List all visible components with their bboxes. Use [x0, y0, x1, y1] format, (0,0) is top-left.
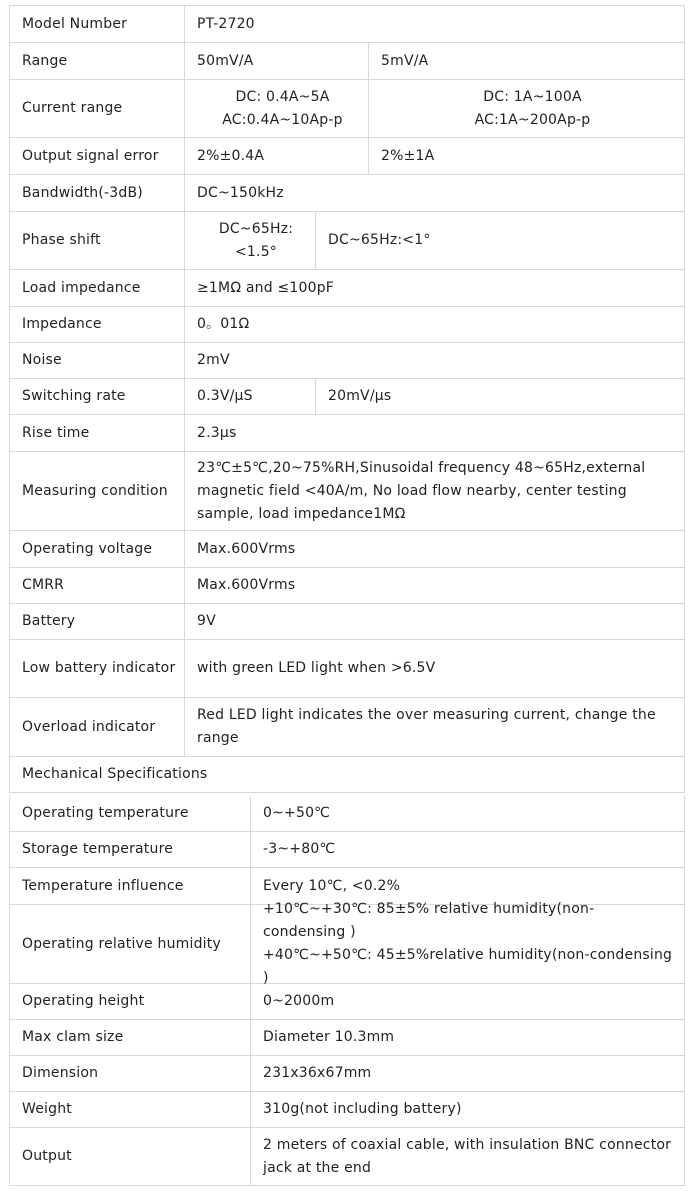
- mechanical-table: [9, 796, 685, 1186]
- value-operating-height: 0~2000m: [251, 984, 685, 1020]
- value-switching-rate-a: 0.3V/μS: [185, 379, 316, 415]
- current-range-a-dc: DC: 0.4A~5A: [235, 88, 330, 105]
- value-noise: 2mV: [185, 343, 685, 379]
- value-measuring-condition: 23℃±5℃,20~75%RH,Sinusoidal frequency 48~65Hz,external magnetic field <40A/m, No load flow nearby, center testing sample, load impedance1MΩ: [185, 452, 685, 531]
- label-output-signal-error: Output signal error: [10, 138, 185, 175]
- value-current-range-b: [369, 80, 685, 138]
- value-range-a: 50mV/A: [185, 43, 369, 80]
- value-switching-rate-b: 20mV/μs: [316, 379, 685, 415]
- humidity-line1: +10℃~+30℃: 85±5% relative humidity(non-condensing ): [263, 901, 595, 940]
- label-operating-voltage: Operating voltage: [10, 531, 185, 568]
- value-overload: Red LED light indicates the over measuring current, change the range: [185, 698, 685, 757]
- label-bandwidth: Bandwidth(-3dB): [10, 175, 185, 212]
- value-output: 2 meters of coaxial cable, with insulation BNC connector jack at the end: [251, 1128, 685, 1186]
- value-low-battery: with green LED light when >6.5V: [185, 640, 685, 698]
- current-range-a-ac: AC:0.4A~10Ap-p: [222, 111, 343, 128]
- value-phase-shift-a: [185, 212, 316, 270]
- value-load-impedance: ≥1MΩ and ≤100pF: [185, 270, 685, 307]
- label-measuring-condition: Measuring condition: [10, 452, 185, 531]
- label-current-range: Current range: [10, 80, 185, 138]
- label-operating-temperature: Operating temperature: [10, 796, 251, 832]
- label-operating-height: Operating height: [10, 984, 251, 1020]
- label-operating-humidity: Operating relative humidity: [10, 905, 251, 984]
- value-operating-temperature: 0~+50℃: [251, 796, 685, 832]
- label-model-number: Model Number: [10, 6, 185, 43]
- current-range-b-ac: AC:1A~200Ap-p: [474, 111, 591, 128]
- value-max-clamp-size: Diameter 10.3mm: [251, 1020, 685, 1056]
- label-battery: Battery: [10, 604, 185, 640]
- label-output: Output: [10, 1128, 251, 1186]
- label-switching-rate: Switching rate: [10, 379, 185, 415]
- value-output-signal-error-a: 2%±0.4A: [185, 138, 369, 175]
- value-weight: 310g(not including battery): [251, 1092, 685, 1128]
- label-impedance: Impedance: [10, 307, 185, 343]
- label-noise: Noise: [10, 343, 185, 379]
- value-dimension: 231x36x67mm: [251, 1056, 685, 1092]
- value-current-range-a: [185, 80, 369, 138]
- value-bandwidth: DC~150kHz: [185, 175, 685, 212]
- mechanical-heading: Mechanical Specifications: [10, 757, 685, 793]
- spec-table: [9, 5, 685, 793]
- value-battery: 9V: [185, 604, 685, 640]
- label-temperature-influence: Temperature influence: [10, 868, 251, 905]
- label-range: Range: [10, 43, 185, 80]
- label-storage-temperature: Storage temperature: [10, 832, 251, 868]
- value-phase-shift-b: DC~65Hz:<1°: [316, 212, 685, 270]
- value-temperature-influence: Every 10℃, <0.2%: [251, 868, 685, 905]
- current-range-b-dc: DC: 1A~100A: [483, 88, 582, 105]
- humidity-line2: +40℃~+50℃: 45±5%relative humidity(non-condensing ): [263, 947, 673, 986]
- phase-shift-a-line2: <1.5°: [235, 243, 277, 260]
- label-load-impedance: Load impedance: [10, 270, 185, 307]
- value-storage-temperature: -3~+80℃: [251, 832, 685, 868]
- value-impedance: 0。01Ω: [185, 307, 685, 343]
- label-cmrr: CMRR: [10, 568, 185, 604]
- value-rise-time: 2.3μs: [185, 415, 685, 452]
- value-cmrr: Max.600Vrms: [185, 568, 685, 604]
- label-max-clamp-size: Max clam size: [10, 1020, 251, 1056]
- label-low-battery: Low battery indicator: [10, 640, 185, 698]
- value-output-signal-error-b: 2%±1A: [369, 138, 685, 175]
- value-operating-humidity: [251, 901, 685, 986]
- label-dimension: Dimension: [10, 1056, 251, 1092]
- label-overload: Overload indicator: [10, 698, 185, 757]
- label-rise-time: Rise time: [10, 415, 185, 452]
- value-model-number: PT-2720: [185, 6, 685, 43]
- value-operating-voltage: Max.600Vrms: [185, 531, 685, 568]
- phase-shift-a-line1: DC~65Hz:: [218, 220, 294, 237]
- label-weight: Weight: [10, 1092, 251, 1128]
- value-range-b: 5mV/A: [369, 43, 685, 80]
- label-phase-shift: Phase shift: [10, 212, 185, 270]
